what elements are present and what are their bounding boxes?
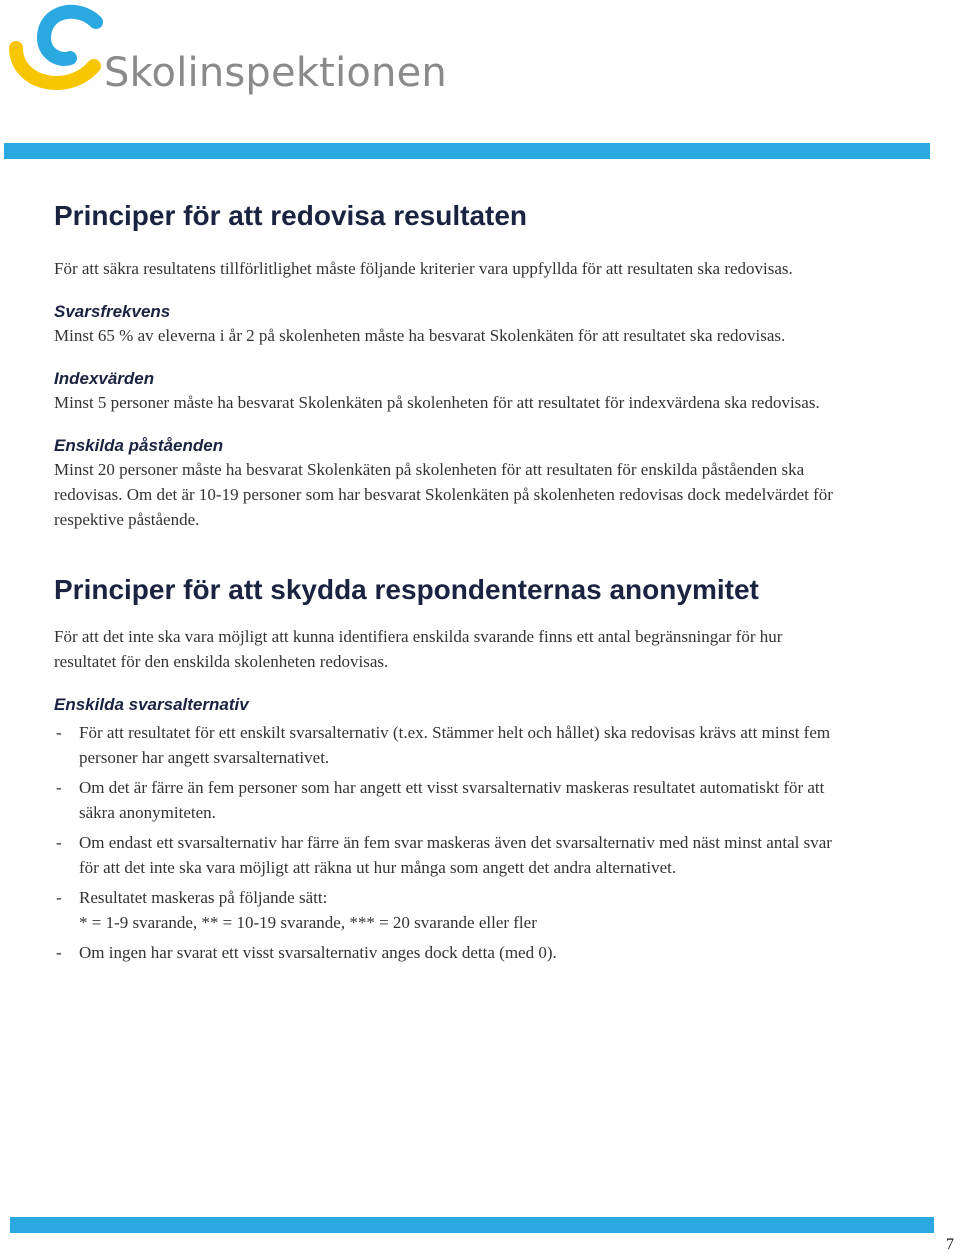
masking-legend: * = 1-9 svarande, ** = 10-19 svarande, *** = 20 svarande eller fler	[79, 913, 537, 932]
subsection-text: Minst 5 personer måste ha besvarat Skolenkäten på skolenheten för att resultatet för indexvärdena ska redovisas.	[54, 393, 820, 412]
section1-title: Principer för att redovisa resultaten	[54, 200, 528, 231]
dash-bullet: -	[56, 778, 62, 797]
dash-bullet: -	[56, 943, 62, 962]
subsection-indexvarden	[54, 368, 844, 415]
logo-wordmark: Skolinspektionen	[104, 50, 447, 96]
subsection-text: Minst 20 personer måste ha besvarat Skolenkäten på skolenheten för att resultaten för enskilda påståenden ska redovisas. Om det är 10-19 personer som har besvarat Skolenkäten på skolenheten redovisas dock medelvärdet för respektive påstående.	[54, 460, 833, 529]
subsection-heading: Enskilda påståenden	[54, 436, 224, 455]
subsection-heading: Svarsfrekvens	[54, 302, 171, 321]
section2-title: Principer för att skydda respondenternas anonymitet	[54, 574, 759, 605]
list-item-text: Om endast ett svarsalternativ har färre än fem svar maskeras även det svarsalternativ med näst minst antal svar för att det inte ska vara möjligt att räkna ut hur många som angett det andra alternativet.	[79, 833, 832, 877]
list-item-text: Om det är färre än fem personer som har angett ett visst svarsalternativ maskeras resultatet automatiskt för att säkra anonymiteten.	[79, 778, 825, 822]
list-item	[54, 775, 844, 825]
list-item	[54, 885, 844, 935]
list-item	[54, 940, 844, 965]
section2-intro: För att det inte ska vara möjligt att kunna identifiera enskilda svarande finns ett antal begränsningar för hur resultatet för den enskilda skolenheten redovisas.	[54, 627, 783, 671]
footer-divider-bar	[10, 1217, 934, 1233]
list-item	[54, 720, 844, 770]
page-number: 7	[946, 1236, 954, 1253]
dash-bullet: -	[56, 888, 62, 907]
list-item	[54, 830, 844, 880]
dash-bullet: -	[56, 833, 62, 852]
section1-intro: För att säkra resultatens tillförlitlighet måste följande kriterier vara uppfyllda för att resultaten ska redovisas.	[54, 259, 793, 278]
anonymity-rules-list	[54, 720, 844, 965]
skolinspektionen-logo	[8, 4, 447, 104]
section2-subheading: Enskilda svarsalternativ	[54, 695, 249, 714]
list-item-text: För att resultatet för ett enskilt svarsalternativ (t.ex. Stämmer helt och hållet) ska redovisas krävs att minst fem personer har angett svarsalternativet.	[79, 723, 831, 767]
header-divider-bar	[4, 143, 930, 159]
list-item-text: Om ingen har svarat ett visst svarsalternativ anges dock detta (med 0).	[79, 943, 557, 962]
subsection-svarsfrekvens	[54, 301, 844, 348]
dash-bullet: -	[56, 723, 62, 742]
logo-mark-icon	[8, 4, 108, 104]
document-body	[54, 198, 844, 970]
subsection-enskilda-pastaenden	[54, 435, 844, 532]
subsection-heading: Indexvärden	[54, 369, 155, 388]
list-item-text: Resultatet maskeras på följande sätt:	[79, 888, 328, 907]
subsection-text: Minst 65 % av eleverna i år 2 på skolenheten måste ha besvarat Skolenkäten för att resultatet ska redovisas.	[54, 326, 786, 345]
